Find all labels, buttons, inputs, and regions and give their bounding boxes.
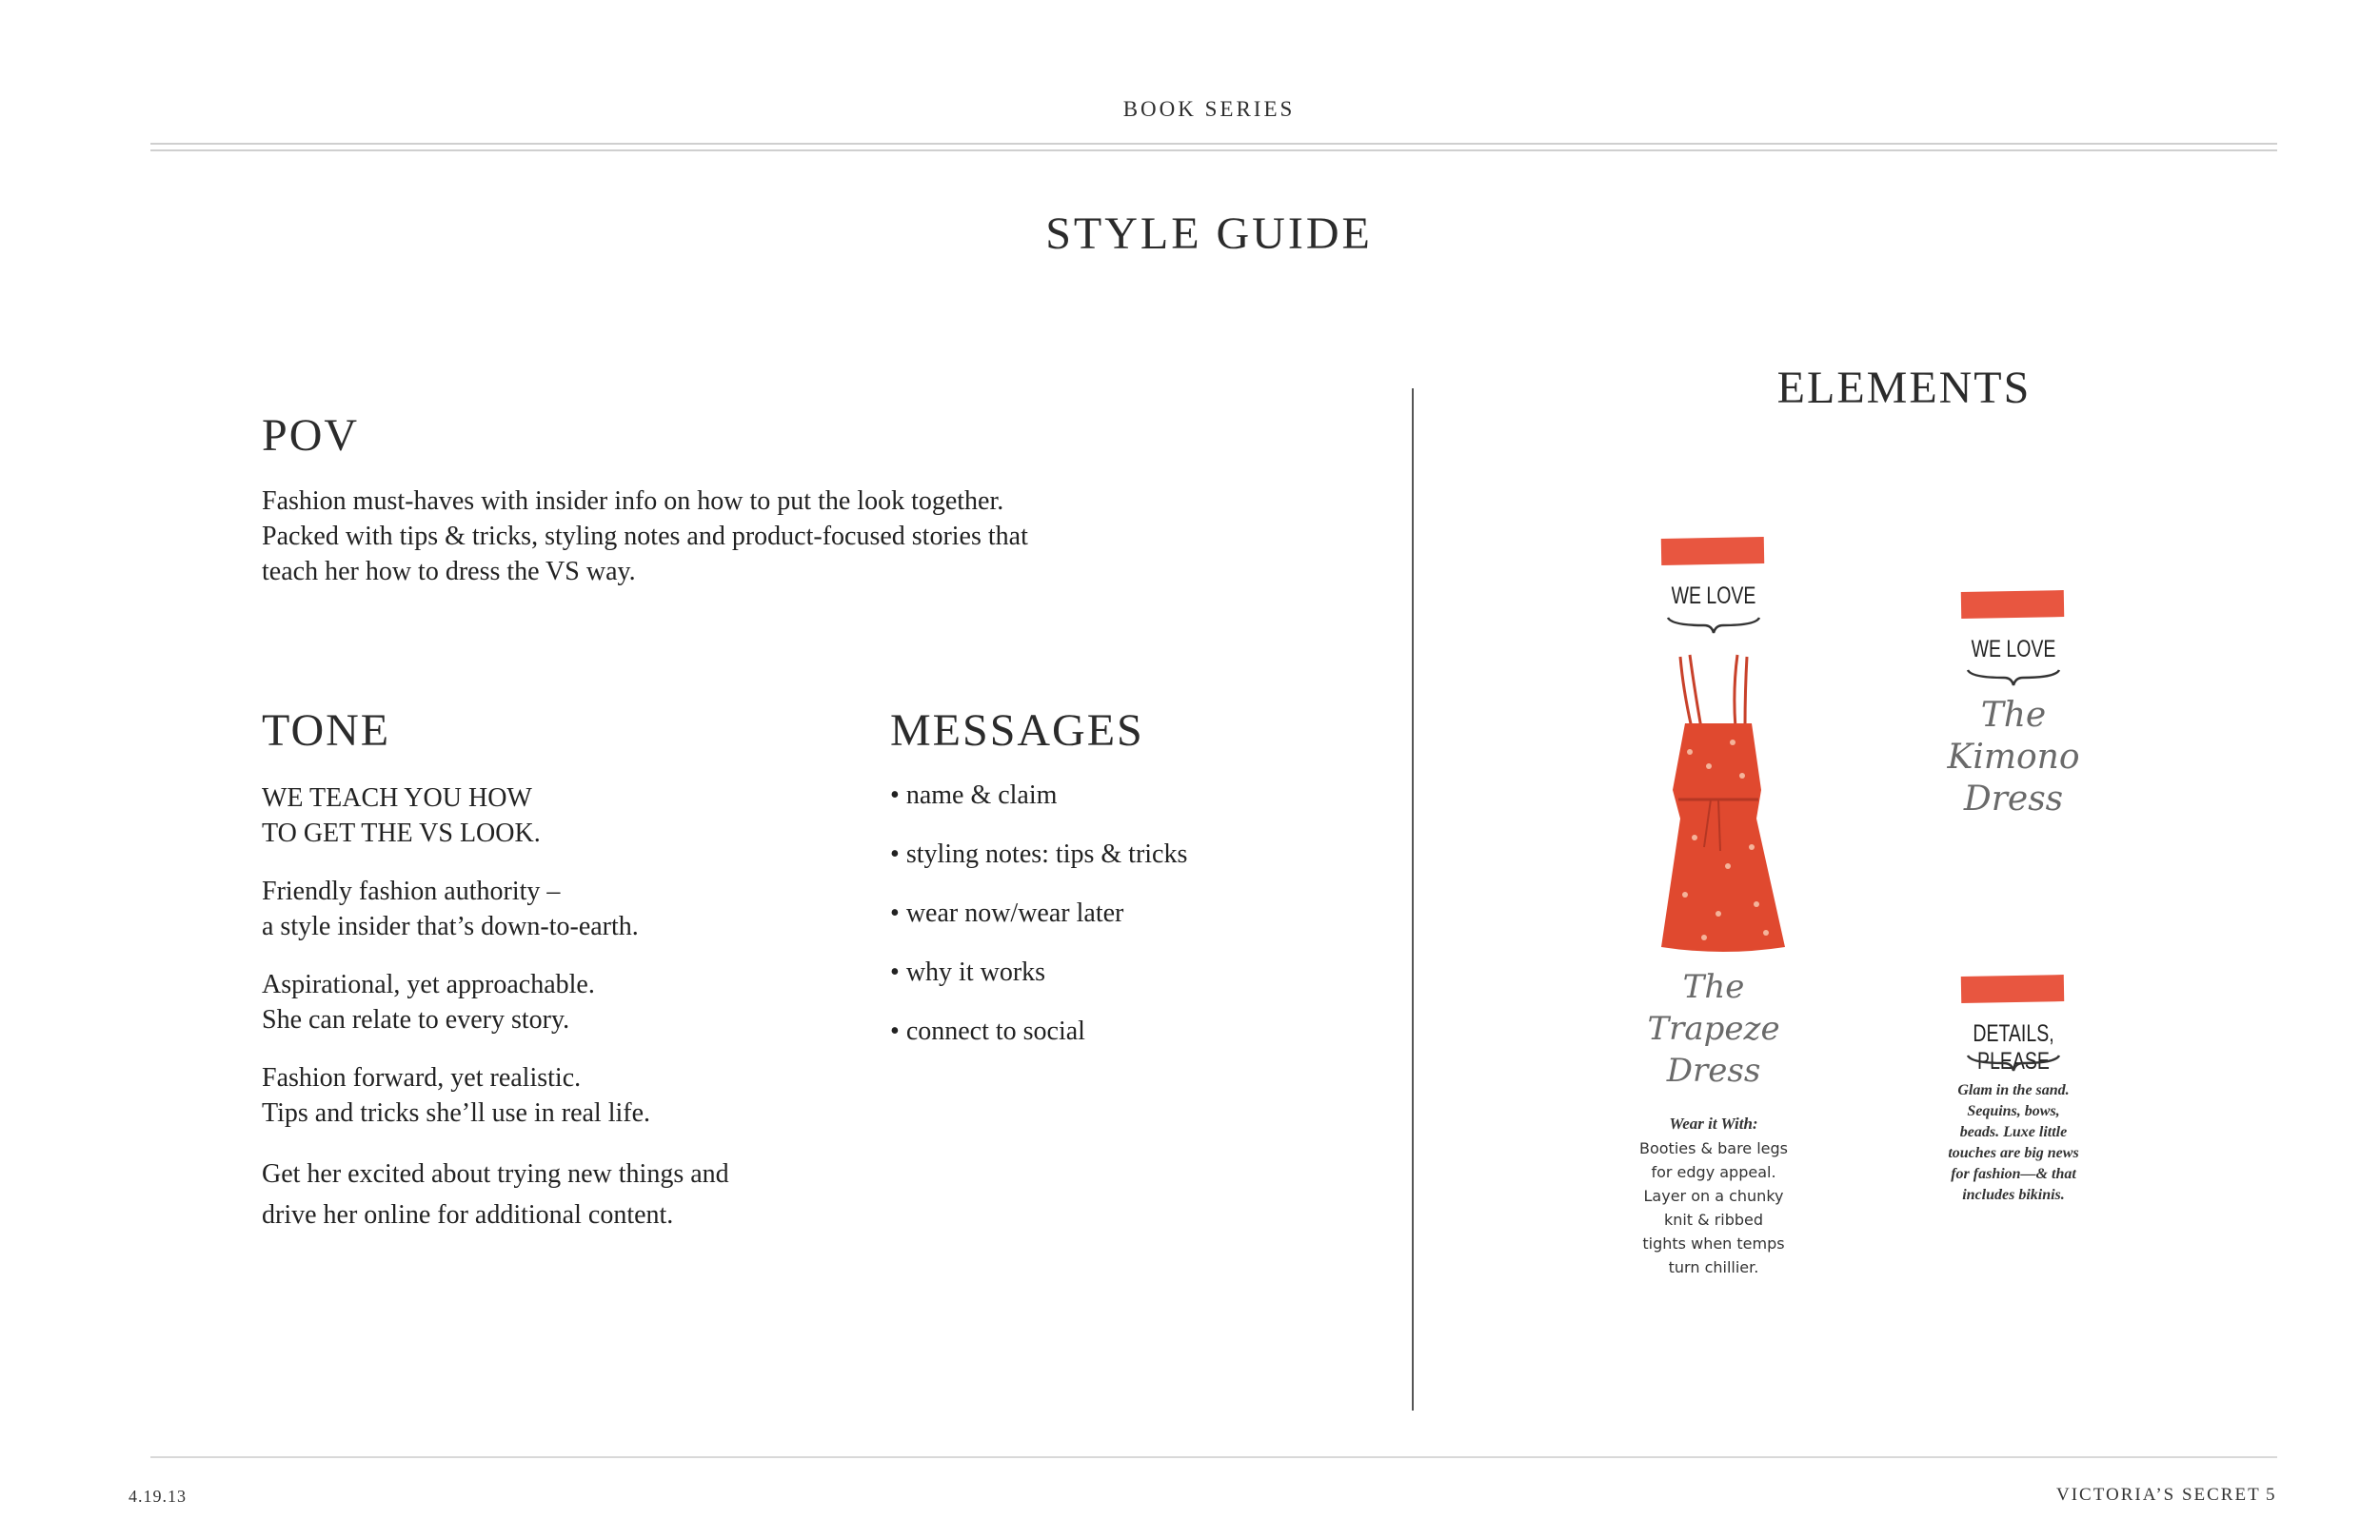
copy-line: Booties & bare legs <box>1639 1139 1788 1157</box>
message-item: • connect to social <box>890 1017 1085 1046</box>
message-text: why it works <box>905 958 1046 987</box>
elements-heading: ELEMENTS <box>1776 363 2032 413</box>
tone-body <box>262 780 928 1258</box>
tone-paragraph <box>262 967 928 1037</box>
tone-line: She can relate to every story. <box>262 1005 570 1035</box>
script-line: Dress <box>1963 780 2064 819</box>
details-please-tag: DETAILS, PLEASE <box>1973 1020 2054 1075</box>
script-line: The <box>1980 696 2047 735</box>
pov-heading: POV <box>262 410 360 461</box>
tone-line: TO GET THE VS LOOK. <box>262 819 541 848</box>
tone-line: WE TEACH YOU HOW <box>262 783 532 813</box>
script-line: Kimono <box>1947 738 2080 777</box>
tone-line: Get her excited about trying new things and <box>262 1159 729 1189</box>
we-love-tag: WE LOVE <box>1671 582 1756 609</box>
message-item: • styling notes: tips & tricks <box>890 839 1188 869</box>
message-item: • name & claim <box>890 780 1058 810</box>
pov-line: Packed with tips & tricks, styling notes and product-focused stories that <box>262 522 1028 551</box>
header-rule-bottom <box>150 149 2277 151</box>
brace-icon <box>1947 666 2080 687</box>
red-tape-strip <box>1661 537 1764 565</box>
copy-line: for fashion—& that <box>1951 1166 2076 1182</box>
copy-line: Layer on a chunky <box>1643 1187 1784 1205</box>
we-love-tag: WE LOVE <box>1971 636 2056 662</box>
copy-line: tights when temps <box>1642 1234 1785 1253</box>
messages-list <box>890 780 1347 1076</box>
message-text: wear now/wear later <box>905 898 1124 928</box>
footer-brand: VICTORIA’S SECRET <box>2056 1485 2261 1505</box>
red-tape-strip <box>1961 975 2064 1003</box>
brace-icon <box>1647 614 1780 635</box>
message-text: name & claim <box>905 780 1058 810</box>
tone-paragraph <box>262 1154 928 1235</box>
footer-rule <box>150 1456 2277 1458</box>
tone-line: Fashion forward, yet realistic. <box>262 1063 582 1093</box>
tone-line: Tips and tricks she’ll use in real life. <box>262 1098 651 1128</box>
copy-line: turn chillier. <box>1668 1258 1759 1276</box>
column-divider <box>1412 388 1414 1411</box>
wear-it-with-copy <box>1618 1136 1809 1279</box>
pov-line: Fashion must-haves with insider info on how to put the look together. <box>262 486 1004 516</box>
message-text: connect to social <box>905 1017 1085 1046</box>
pov-line: teach her how to dress the VS way. <box>262 557 636 586</box>
copy-line: touches are big news <box>1948 1145 2079 1161</box>
copy-line: Glam in the sand. <box>1957 1082 2070 1098</box>
tone-line: Aspirational, yet approachable. <box>262 970 595 999</box>
wear-it-with-label: Wear it With: <box>1669 1115 1758 1133</box>
script-line: The <box>1682 968 1745 1006</box>
kimono-dress-script <box>1933 695 2094 820</box>
tone-line: Friendly fashion authority – <box>262 877 561 906</box>
tone-paragraph <box>262 1060 928 1131</box>
tone-line: a style insider that’s down-to-earth. <box>262 912 639 941</box>
tone-line: drive her online for additional content. <box>262 1200 674 1230</box>
trapeze-dress-script <box>1637 966 1790 1092</box>
brace-icon <box>1947 1052 2080 1073</box>
copy-line: for edgy appeal. <box>1651 1163 1776 1181</box>
tone-paragraph <box>262 780 928 851</box>
messages-heading: MESSAGES <box>890 705 1144 756</box>
tone-paragraph <box>262 874 928 944</box>
details-please-copy <box>1918 1080 2109 1206</box>
series-label: BOOK SERIES <box>1122 97 1296 121</box>
message-item: • why it works <box>890 958 1046 987</box>
tone-heading: TONE <box>262 705 391 756</box>
copy-line: beads. Luxe little <box>1959 1124 2068 1140</box>
script-line: Dress <box>1666 1052 1761 1090</box>
page-number: 5 <box>2266 1485 2275 1505</box>
copy-line: includes bikinis. <box>1962 1187 2065 1203</box>
footer-date: 4.19.13 <box>129 1487 187 1506</box>
page-title: STYLE GUIDE <box>1045 208 1373 259</box>
copy-line: Sequins, bows, <box>1967 1103 2060 1119</box>
red-tape-strip <box>1961 590 2064 619</box>
header-rule-top <box>150 143 2277 145</box>
trapeze-dress-image <box>1652 647 1795 957</box>
copy-line: knit & ribbed <box>1663 1211 1764 1229</box>
message-item: • wear now/wear later <box>890 898 1124 928</box>
script-line: Trapeze <box>1647 1010 1780 1048</box>
pov-body <box>262 484 1214 589</box>
message-text: styling notes: tips & tricks <box>905 839 1188 869</box>
